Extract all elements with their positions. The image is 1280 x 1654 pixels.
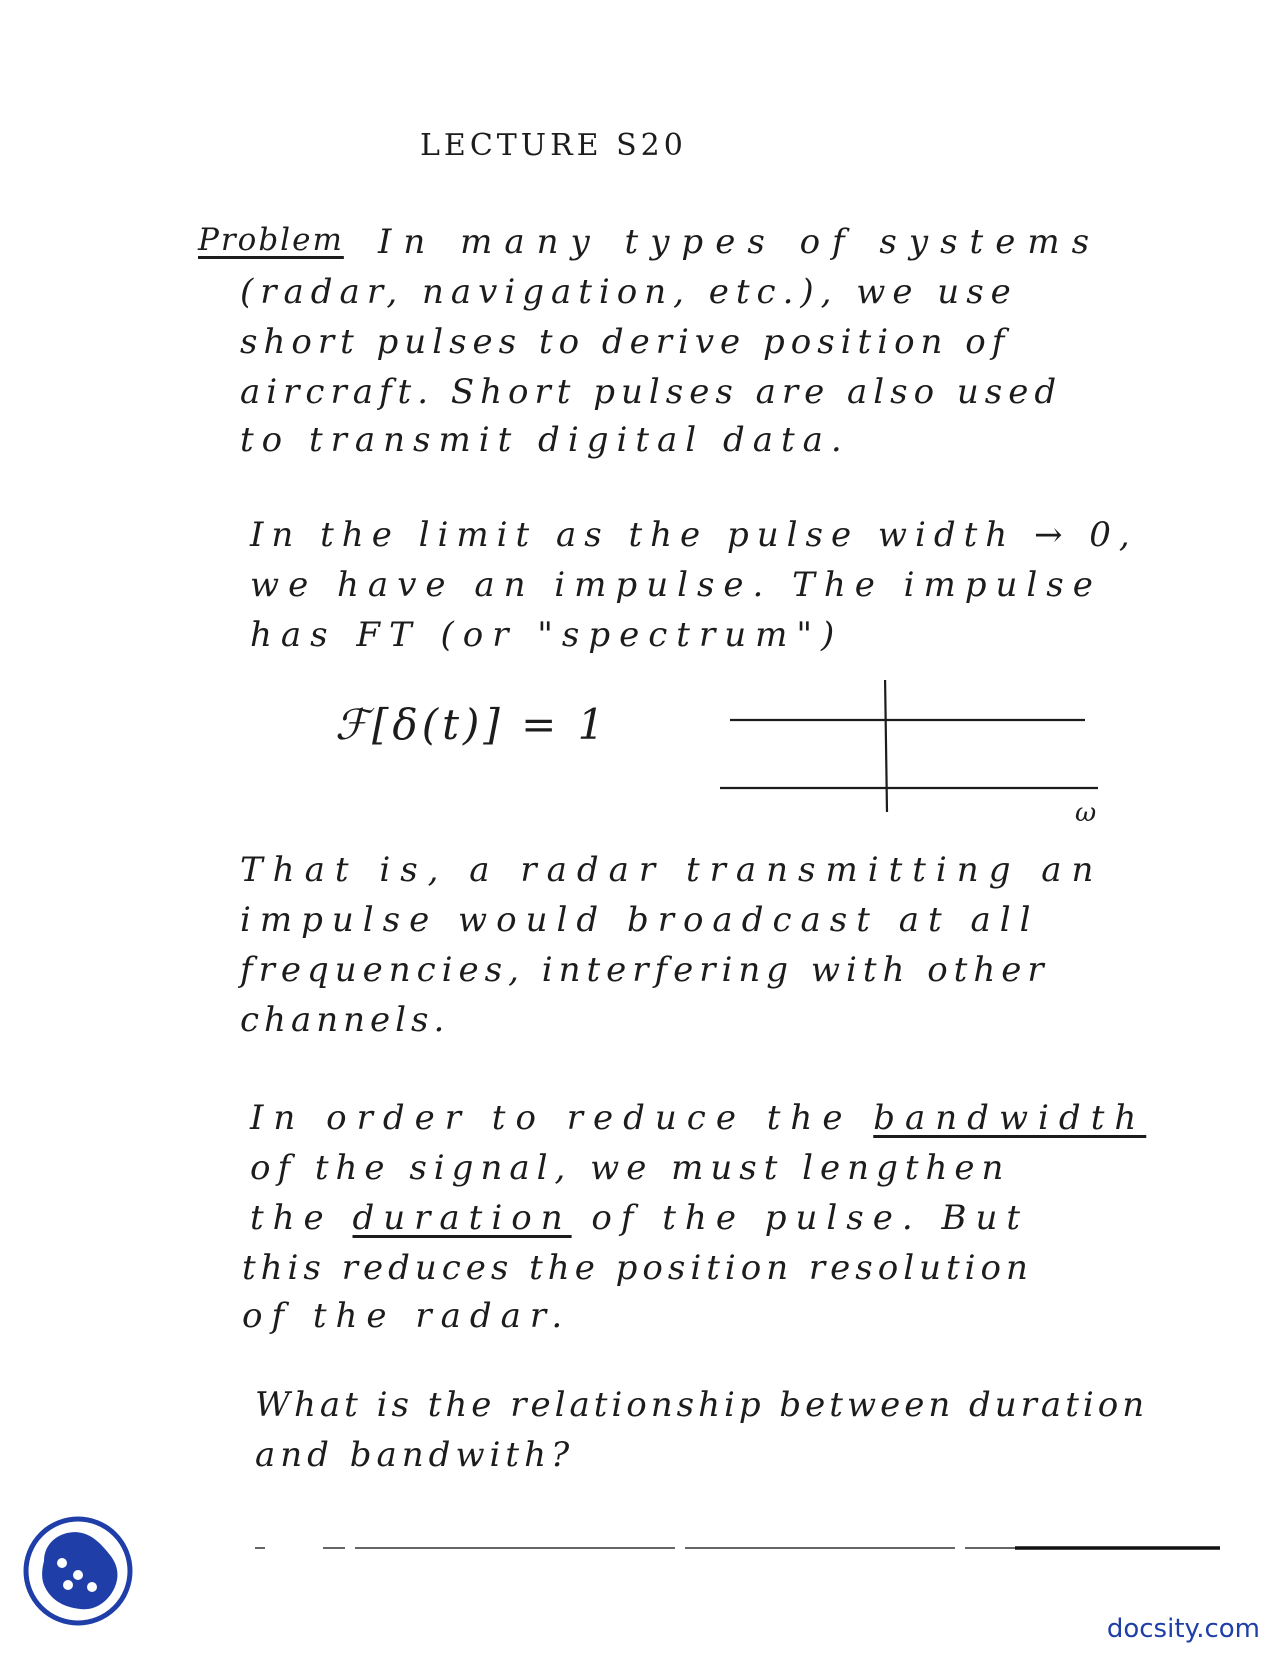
- question-line-2: and bandwith?: [255, 1435, 575, 1475]
- docsity-logo-icon[interactable]: [22, 1515, 134, 1627]
- problem-line-2: (radar, navigation, etc.), we use: [240, 272, 1018, 312]
- bandwidth-line-3-pre: the: [250, 1198, 353, 1238]
- duration-term: duration: [352, 1198, 572, 1238]
- limit-line-3: has FT (or "spectrum"): [250, 615, 844, 655]
- radar-line-1: That is, a radar transmitting an: [240, 850, 1104, 890]
- bandwidth-line-2: of the signal, we must lengthen: [250, 1148, 1011, 1188]
- page-title: LECTURE S20: [420, 128, 687, 163]
- radar-line-2: impulse would broadcast at all: [240, 900, 1040, 940]
- radar-line-3: frequencies, interfering with other: [240, 950, 1050, 990]
- bandwidth-term: bandwidth: [873, 1098, 1147, 1138]
- problem-line-5: to transmit digital data.: [240, 420, 850, 460]
- docsity-brand-link[interactable]: docsity.com: [1106, 1614, 1260, 1644]
- fourier-equation: ℱ[δ(t)] = 1: [335, 700, 609, 749]
- limit-line-1: In the limit as the pulse width → 0,: [250, 515, 1138, 555]
- spectrum-graph: [720, 680, 1120, 830]
- footer-rule: [255, 1546, 1225, 1550]
- problem-line-4: aircraft. Short pulses are also used: [240, 372, 1063, 412]
- problem-line-1: In many types of systems: [378, 222, 1102, 262]
- radar-line-4: channels.: [240, 1000, 450, 1040]
- amplitude-axis: [885, 680, 887, 812]
- problem-line-3: short pulses to derive position of: [240, 322, 1011, 362]
- bandwidth-line-3: [250, 1198, 1029, 1238]
- bandwidth-line-3-post: of the pulse. But: [571, 1198, 1030, 1238]
- bandwidth-line-1: [250, 1098, 1146, 1138]
- limit-line-2: we have an impulse. The impulse: [250, 565, 1102, 605]
- bandwidth-line-4: this reduces the position resolution: [242, 1248, 1033, 1288]
- bandwidth-line-1-text: In order to reduce the: [250, 1098, 874, 1138]
- question-line-1: What is the relationship between duration: [255, 1385, 1149, 1425]
- bandwidth-line-5: of the radar.: [242, 1296, 572, 1336]
- problem-label: Problem: [198, 222, 344, 258]
- omega-axis-label: ω: [1075, 798, 1097, 828]
